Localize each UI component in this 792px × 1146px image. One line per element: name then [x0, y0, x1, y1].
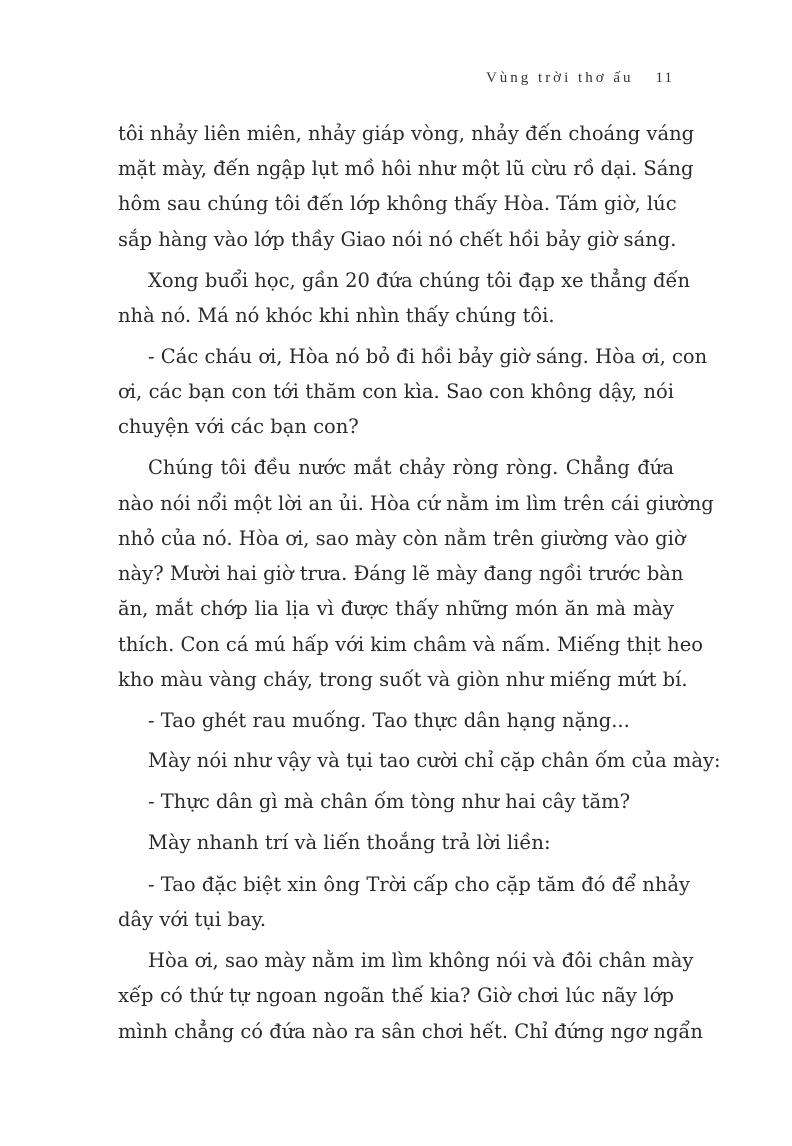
text-line: thích. Con cá mú hấp với kim châm và nấm. Miếng thịt heo: [118, 633, 704, 656]
text-line: dây với tụi bay.: [118, 908, 267, 931]
text-line: Mày nói như vậy và tụi tao cười chỉ cặp chân ốm của mày:: [148, 749, 721, 772]
text-line: sắp hàng vào lớp thầy Giao nói nó chết hồi bảy giờ sáng.: [118, 228, 677, 251]
running-header: [486, 70, 674, 87]
page-number: 11: [655, 70, 674, 86]
text-line: - Tao đặc biệt xin ông Trời cấp cho cặp tăm đó để nhảy: [148, 873, 691, 896]
text-line: nhỏ của nó. Hòa ơi, sao mày còn nằm trên giường vào giờ: [118, 527, 686, 550]
text-line: này? Mười hai giờ trưa. Đáng lẽ mày đang ngồi trước bàn: [118, 562, 684, 585]
text-line: Xong buổi học, gần 20 đứa chúng tôi đạp xe thẳng đến: [148, 269, 691, 292]
text-line: Hòa ơi, sao mày nằm im lìm không nói và đôi chân mày: [148, 949, 694, 972]
text-line: tôi nhảy liên miên, nhảy giáp vòng, nhảy đến choáng váng: [118, 122, 695, 145]
text-line: nào nói nổi một lời an ủi. Hòa cứ nằm im lìm trên cái giường: [118, 492, 714, 515]
text-line: nhà nó. Má nó khóc khi nhìn thấy chúng tôi.: [118, 304, 555, 327]
text-line: ơi, các bạn con tới thăm con kìa. Sao con không dậy, nói: [118, 380, 674, 403]
text-line: - Tao ghét rau muống. Tao thực dân hạng nặng...: [148, 709, 630, 732]
text-line: mình chẳng có đứa nào ra sân chơi hết. Chỉ đứng ngơ ngẩn: [118, 1020, 703, 1043]
text-line: ăn, mắt chớp lia lịa vì được thấy những món ăn mà mày: [118, 597, 674, 620]
text-line: kho màu vàng cháy, trong suốt và giòn như miếng mứt bí.: [118, 668, 688, 691]
text-line: mặt mày, đến ngập lụt mồ hôi như một lũ cừu rồ dại. Sáng: [118, 157, 694, 180]
running-title: Vùng trời thơ ấu: [485, 70, 634, 86]
text-line: - Các cháu ơi, Hòa nó bỏ đi hồi bảy giờ sáng. Hòa ơi, con: [148, 345, 708, 368]
text-line: chuyện với các bạn con?: [118, 415, 359, 438]
text-line: Mày nhanh trí và liến thoắng trả lời liền:: [148, 831, 551, 854]
text-line: Chúng tôi đều nước mắt chảy ròng ròng. Chẳng đứa: [148, 456, 674, 479]
text-line: xếp có thứ tự ngoan ngoãn thế kia? Giờ chơi lúc nãy lớp: [118, 984, 674, 1007]
text-line: - Thực dân gì mà chân ốm tòng như hai cây tăm?: [148, 790, 631, 813]
text-line: hôm sau chúng tôi đến lớp không thấy Hòa. Tám giờ, lúc: [118, 192, 677, 215]
